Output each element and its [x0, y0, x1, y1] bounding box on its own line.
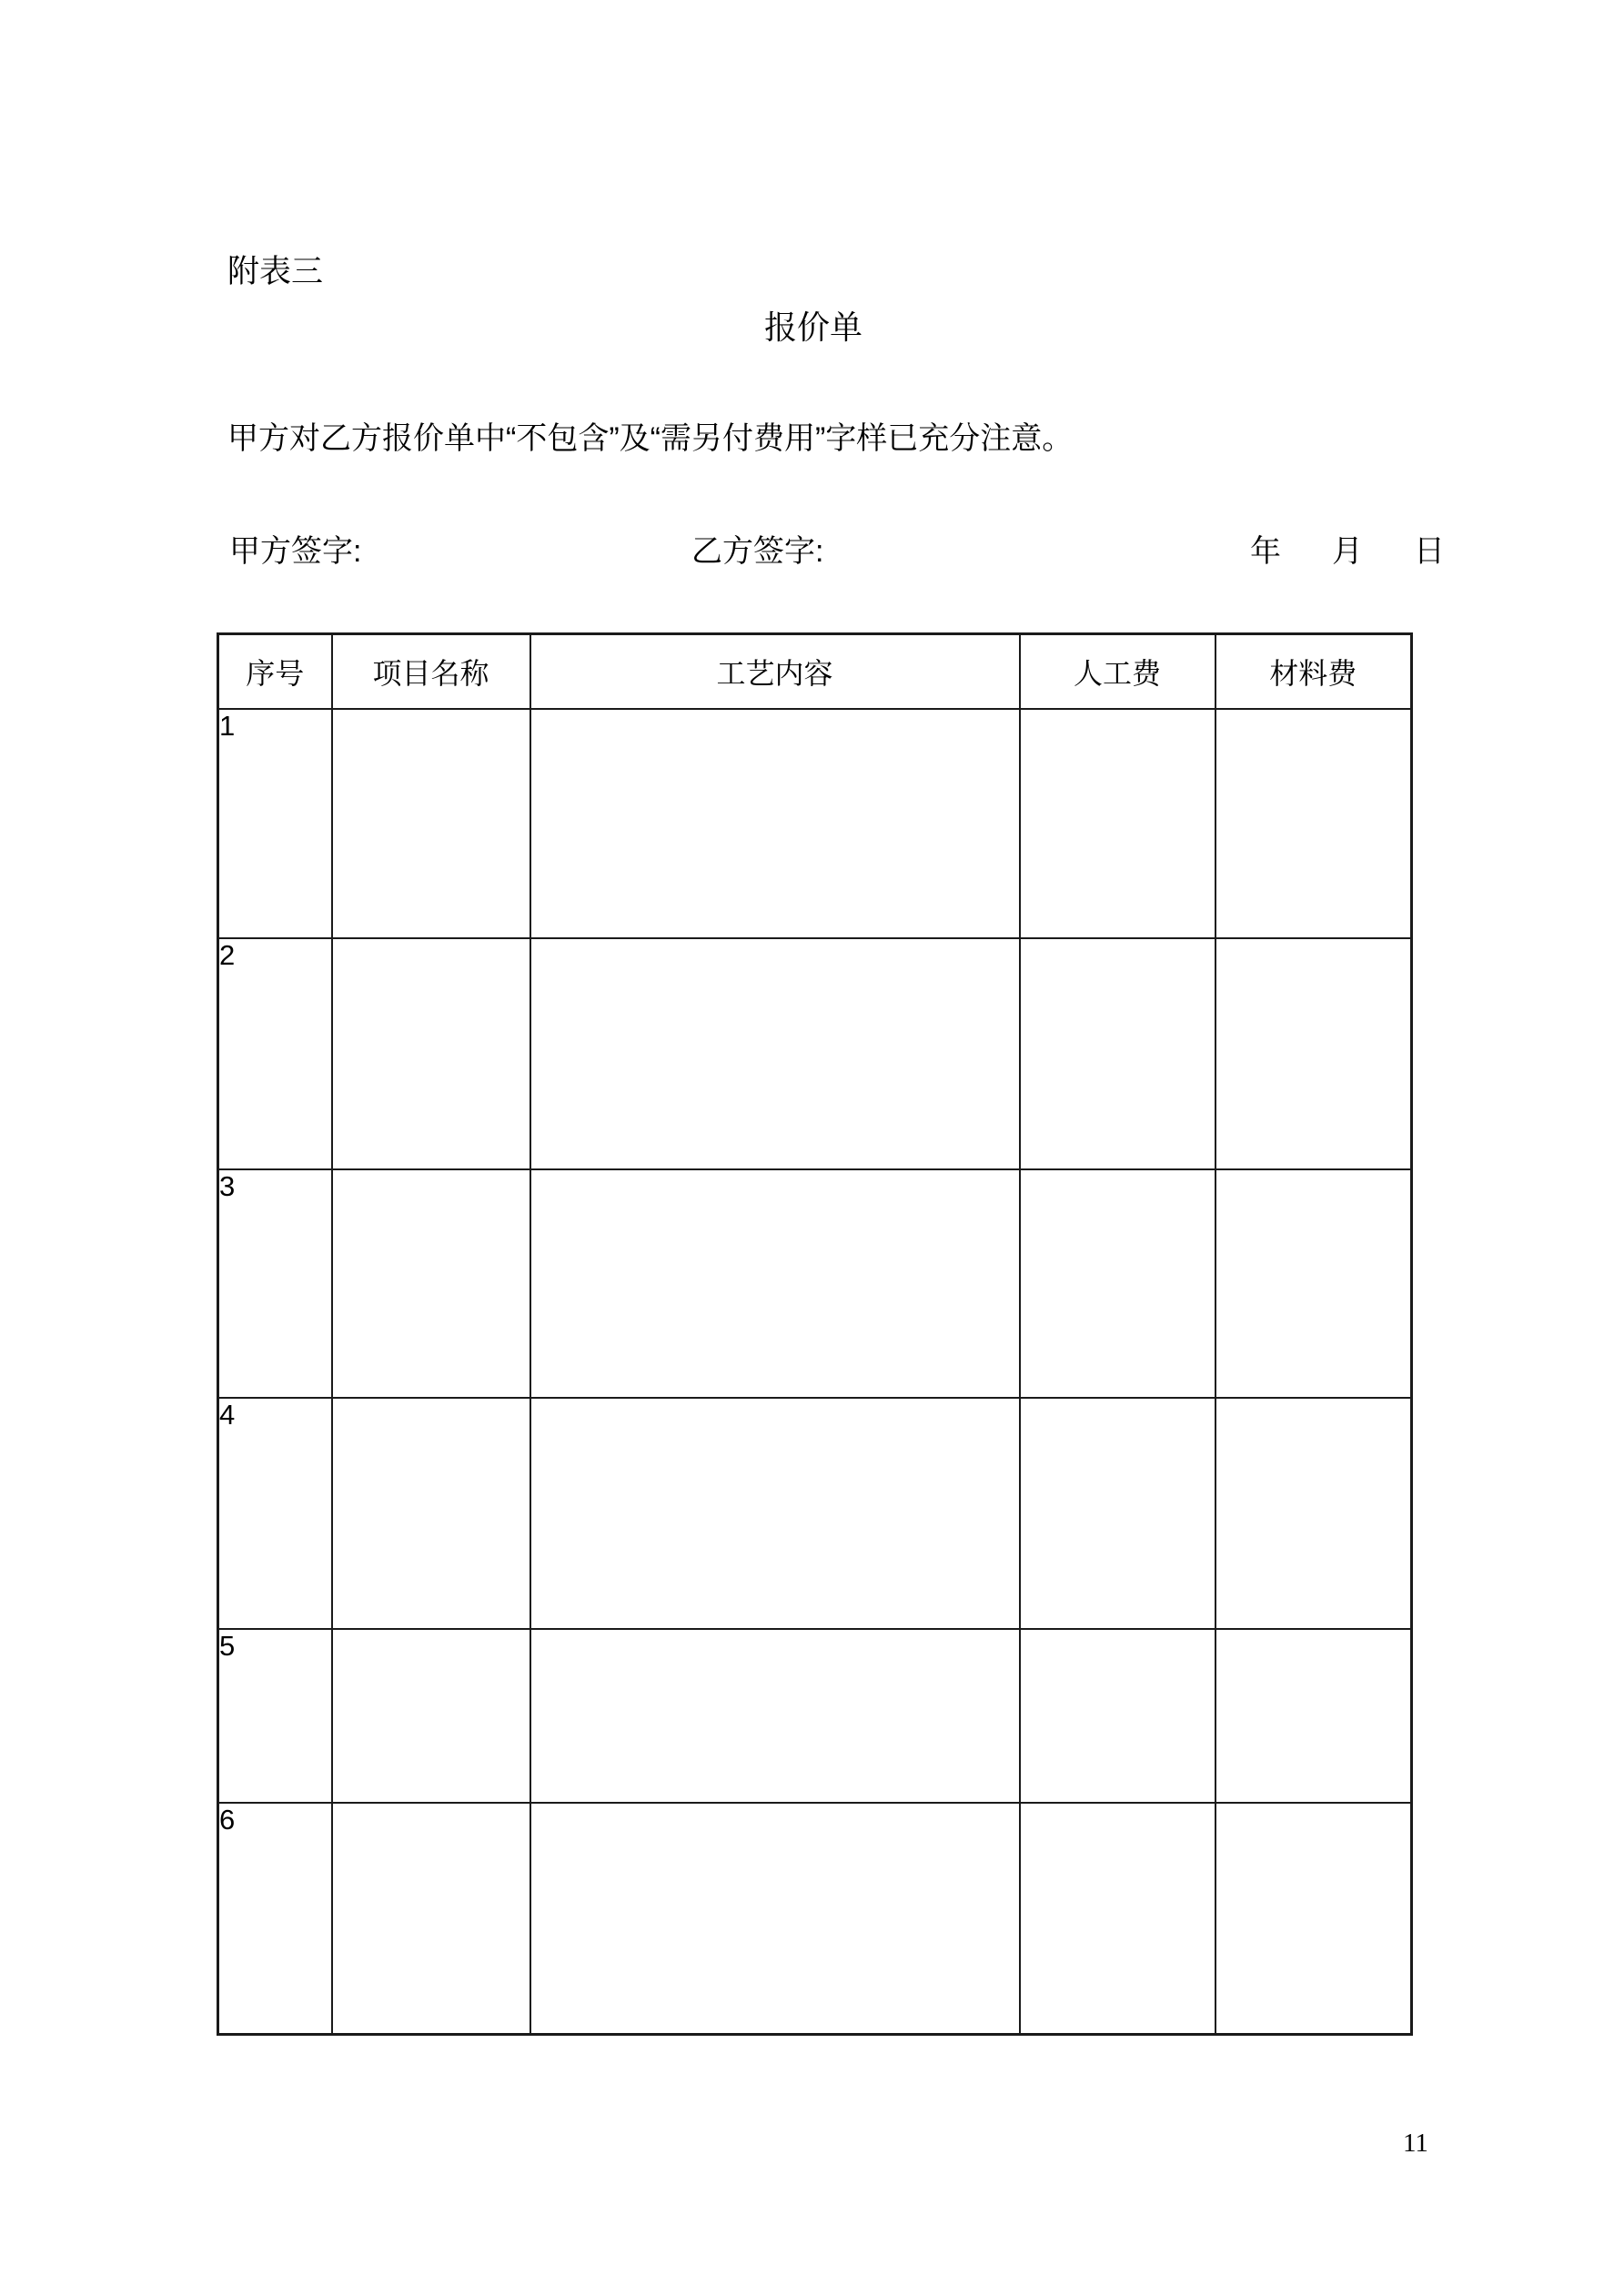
- project-name-cell: [332, 1803, 530, 2035]
- labor-cost-cell: [1020, 938, 1215, 1169]
- material-cost-cell: [1215, 1169, 1412, 1398]
- page-number: 11: [1403, 2129, 1428, 2158]
- appendix-label: 附表三: [227, 254, 324, 289]
- row-number: 2: [218, 938, 332, 1169]
- year-label: 年: [1250, 534, 1281, 569]
- party-b-signature-label: 乙方签字:: [691, 534, 824, 569]
- project-name-cell: [332, 709, 530, 938]
- table-row: [218, 938, 1412, 1169]
- table-row: [218, 1398, 1412, 1629]
- signature-row: [0, 533, 1624, 573]
- labor-cost-cell: [1020, 1398, 1215, 1629]
- party-a-signature-label: 甲方签字:: [229, 534, 362, 569]
- notice-text: 甲方对乙方报价单中“不包含”及“需另付费用”字样已充分注意。: [227, 421, 1074, 456]
- material-cost-cell: [1215, 938, 1412, 1169]
- project-name-cell: [332, 1169, 530, 1398]
- material-cost-cell: [1215, 1398, 1412, 1629]
- labor-cost-cell: [1020, 709, 1215, 938]
- labor-cost-cell: [1020, 1803, 1215, 2035]
- quotation-table: [217, 632, 1413, 2036]
- month-label: 月: [1332, 534, 1363, 569]
- process-content-cell: [530, 1629, 1020, 1803]
- col-header-material: 材料费: [1215, 634, 1412, 710]
- process-content-cell: [530, 938, 1020, 1169]
- col-header-process: 工艺内容: [530, 634, 1020, 710]
- material-cost-cell: [1215, 1629, 1412, 1803]
- day-label: 日: [1414, 534, 1445, 569]
- project-name-cell: [332, 938, 530, 1169]
- table-row: [218, 1629, 1412, 1803]
- row-number: 5: [218, 1629, 332, 1803]
- table-row: [218, 1169, 1412, 1398]
- table-row: [218, 709, 1412, 938]
- material-cost-cell: [1215, 709, 1412, 938]
- labor-cost-cell: [1020, 1169, 1215, 1398]
- row-number: 3: [218, 1169, 332, 1398]
- process-content-cell: [530, 1398, 1020, 1629]
- table-header-row: [218, 634, 1412, 710]
- process-content-cell: [530, 709, 1020, 938]
- col-header-no: 序号: [218, 634, 332, 710]
- table-row: [218, 1803, 1412, 2035]
- labor-cost-cell: [1020, 1629, 1215, 1803]
- date-labels: [1250, 533, 1445, 571]
- project-name-cell: [332, 1629, 530, 1803]
- col-header-labor: 人工费: [1020, 634, 1215, 710]
- row-number: 4: [218, 1398, 332, 1629]
- process-content-cell: [530, 1803, 1020, 2035]
- row-number: 1: [218, 709, 332, 938]
- project-name-cell: [332, 1398, 530, 1629]
- material-cost-cell: [1215, 1803, 1412, 2035]
- page-title: 报价单: [763, 308, 862, 346]
- process-content-cell: [530, 1169, 1020, 1398]
- col-header-project: 项目名称: [332, 634, 530, 710]
- row-number: 6: [218, 1803, 332, 2035]
